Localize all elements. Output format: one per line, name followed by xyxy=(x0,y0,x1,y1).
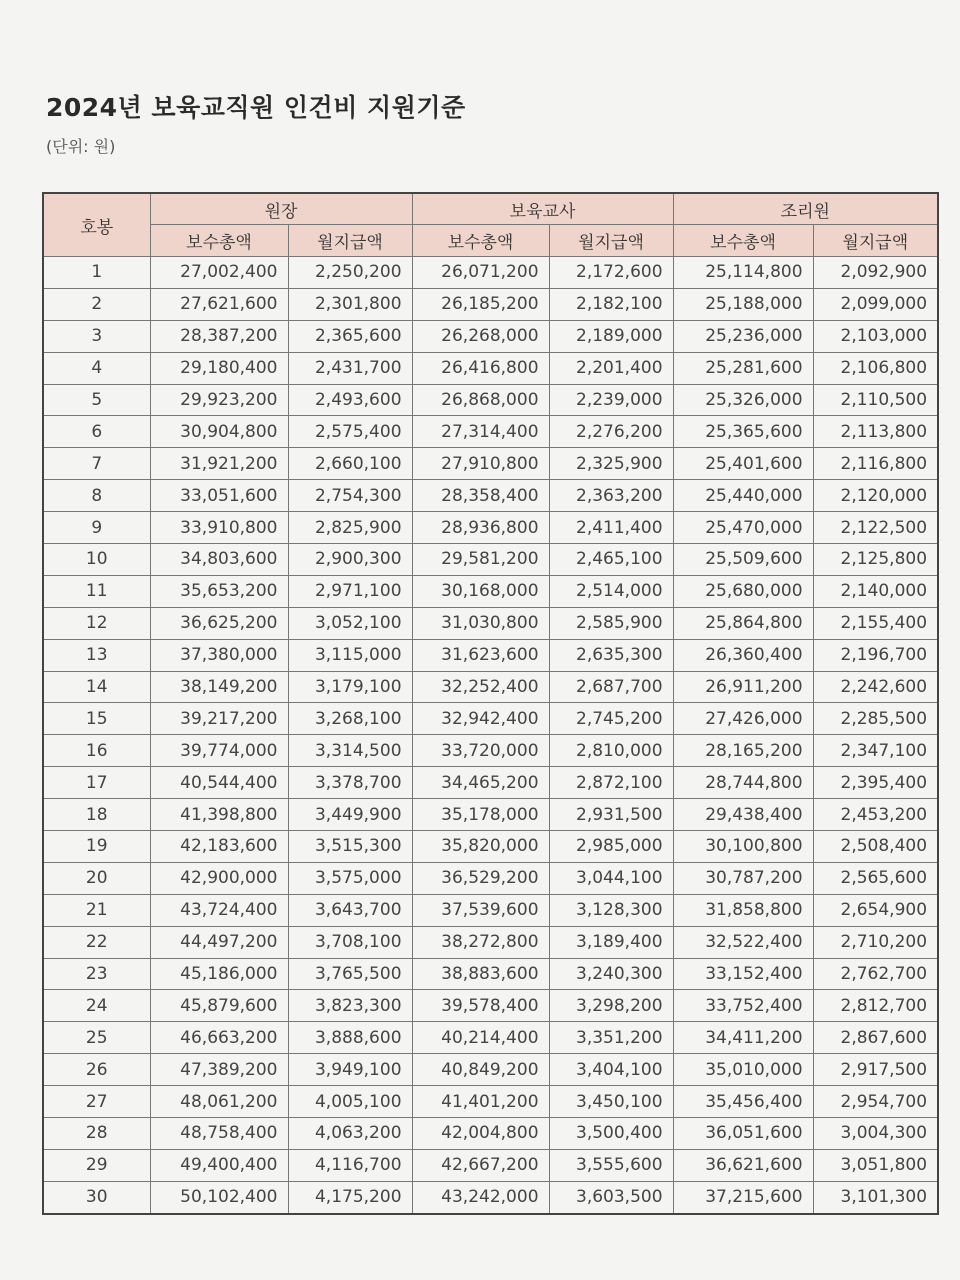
table-row xyxy=(43,384,938,416)
step-cell: 9 xyxy=(43,512,150,544)
step-cell: 19 xyxy=(43,831,150,863)
teacher-total-cell: 40,849,200 xyxy=(412,1054,549,1086)
director-total-cell: 34,803,600 xyxy=(150,544,288,576)
subheader-total-pay: 보수총액 xyxy=(412,225,549,257)
cook-monthly-cell: 2,125,800 xyxy=(813,544,938,576)
teacher-monthly-cell: 3,298,200 xyxy=(549,990,673,1022)
step-cell: 12 xyxy=(43,607,150,639)
cook-monthly-cell: 2,508,400 xyxy=(813,831,938,863)
director-monthly-cell: 3,115,000 xyxy=(288,639,412,671)
teacher-monthly-cell: 2,325,900 xyxy=(549,448,673,480)
step-cell: 21 xyxy=(43,894,150,926)
teacher-monthly-cell: 2,985,000 xyxy=(549,831,673,863)
table-row xyxy=(43,1118,938,1150)
cook-total-cell: 35,456,400 xyxy=(673,1086,813,1118)
cook-total-cell: 25,281,600 xyxy=(673,352,813,384)
cook-total-cell: 35,010,000 xyxy=(673,1054,813,1086)
director-monthly-cell: 3,179,100 xyxy=(288,671,412,703)
cook-total-cell: 28,744,800 xyxy=(673,767,813,799)
table-row xyxy=(43,703,938,735)
cook-total-cell: 34,411,200 xyxy=(673,1022,813,1054)
subheader-monthly-pay: 월지급액 xyxy=(549,225,673,257)
step-cell: 20 xyxy=(43,862,150,894)
director-monthly-cell: 3,515,300 xyxy=(288,831,412,863)
header-group-teacher: 보육교사 xyxy=(412,193,673,225)
director-total-cell: 48,061,200 xyxy=(150,1086,288,1118)
director-total-cell: 33,910,800 xyxy=(150,512,288,544)
teacher-total-cell: 38,883,600 xyxy=(412,958,549,990)
cook-total-cell: 29,438,400 xyxy=(673,799,813,831)
director-monthly-cell: 4,005,100 xyxy=(288,1086,412,1118)
step-cell: 14 xyxy=(43,671,150,703)
teacher-monthly-cell: 2,687,700 xyxy=(549,671,673,703)
director-monthly-cell: 3,765,500 xyxy=(288,958,412,990)
director-monthly-cell: 2,431,700 xyxy=(288,352,412,384)
step-cell: 30 xyxy=(43,1181,150,1213)
step-cell: 24 xyxy=(43,990,150,1022)
director-total-cell: 45,879,600 xyxy=(150,990,288,1022)
cook-total-cell: 33,752,400 xyxy=(673,990,813,1022)
cook-monthly-cell: 2,122,500 xyxy=(813,512,938,544)
director-monthly-cell: 4,116,700 xyxy=(288,1149,412,1181)
cook-monthly-cell: 2,196,700 xyxy=(813,639,938,671)
cook-monthly-cell: 2,565,600 xyxy=(813,862,938,894)
teacher-monthly-cell: 3,044,100 xyxy=(549,862,673,894)
cook-monthly-cell: 2,120,000 xyxy=(813,480,938,512)
teacher-monthly-cell: 2,872,100 xyxy=(549,767,673,799)
director-total-cell: 31,921,200 xyxy=(150,448,288,480)
teacher-monthly-cell: 2,585,900 xyxy=(549,607,673,639)
table-row xyxy=(43,1022,938,1054)
director-total-cell: 48,758,400 xyxy=(150,1118,288,1150)
director-total-cell: 45,186,000 xyxy=(150,958,288,990)
director-monthly-cell: 2,900,300 xyxy=(288,544,412,576)
subheader-total-pay: 보수총액 xyxy=(673,225,813,257)
teacher-total-cell: 43,242,000 xyxy=(412,1181,549,1213)
step-cell: 16 xyxy=(43,735,150,767)
director-total-cell: 42,900,000 xyxy=(150,862,288,894)
director-total-cell: 39,774,000 xyxy=(150,735,288,767)
teacher-monthly-cell: 2,363,200 xyxy=(549,480,673,512)
teacher-total-cell: 29,581,200 xyxy=(412,544,549,576)
director-total-cell: 40,544,400 xyxy=(150,767,288,799)
step-cell: 5 xyxy=(43,384,150,416)
teacher-monthly-cell: 3,500,400 xyxy=(549,1118,673,1150)
teacher-total-cell: 34,465,200 xyxy=(412,767,549,799)
director-total-cell: 36,625,200 xyxy=(150,607,288,639)
director-monthly-cell: 2,493,600 xyxy=(288,384,412,416)
teacher-total-cell: 30,168,000 xyxy=(412,575,549,607)
cook-total-cell: 25,114,800 xyxy=(673,257,813,289)
step-cell: 17 xyxy=(43,767,150,799)
director-monthly-cell: 3,449,900 xyxy=(288,799,412,831)
director-total-cell: 39,217,200 xyxy=(150,703,288,735)
table-body xyxy=(43,257,938,1214)
table-row xyxy=(43,1086,938,1118)
table-row xyxy=(43,639,938,671)
teacher-monthly-cell: 3,351,200 xyxy=(549,1022,673,1054)
cook-total-cell: 28,165,200 xyxy=(673,735,813,767)
teacher-total-cell: 26,868,000 xyxy=(412,384,549,416)
director-monthly-cell: 2,365,600 xyxy=(288,320,412,352)
teacher-total-cell: 27,314,400 xyxy=(412,416,549,448)
cook-monthly-cell: 3,051,800 xyxy=(813,1149,938,1181)
table-row xyxy=(43,288,938,320)
teacher-monthly-cell: 2,172,600 xyxy=(549,257,673,289)
table-header xyxy=(43,193,938,257)
director-total-cell: 49,400,400 xyxy=(150,1149,288,1181)
cook-monthly-cell: 2,110,500 xyxy=(813,384,938,416)
cook-total-cell: 36,621,600 xyxy=(673,1149,813,1181)
cook-monthly-cell: 2,917,500 xyxy=(813,1054,938,1086)
table-row xyxy=(43,767,938,799)
teacher-total-cell: 37,539,600 xyxy=(412,894,549,926)
teacher-total-cell: 32,252,400 xyxy=(412,671,549,703)
director-monthly-cell: 3,314,500 xyxy=(288,735,412,767)
director-total-cell: 47,389,200 xyxy=(150,1054,288,1086)
director-monthly-cell: 3,888,600 xyxy=(288,1022,412,1054)
cook-monthly-cell: 3,004,300 xyxy=(813,1118,938,1150)
cook-monthly-cell: 2,140,000 xyxy=(813,575,938,607)
salary-table-container xyxy=(42,192,937,1215)
teacher-monthly-cell: 2,276,200 xyxy=(549,416,673,448)
director-monthly-cell: 3,378,700 xyxy=(288,767,412,799)
teacher-total-cell: 26,071,200 xyxy=(412,257,549,289)
table-row xyxy=(43,799,938,831)
salary-table xyxy=(42,192,939,1215)
director-monthly-cell: 2,250,200 xyxy=(288,257,412,289)
cook-monthly-cell: 2,347,100 xyxy=(813,735,938,767)
director-monthly-cell: 2,301,800 xyxy=(288,288,412,320)
table-row xyxy=(43,990,938,1022)
teacher-monthly-cell: 2,411,400 xyxy=(549,512,673,544)
cook-total-cell: 37,215,600 xyxy=(673,1181,813,1213)
cook-total-cell: 26,911,200 xyxy=(673,671,813,703)
table-row xyxy=(43,352,938,384)
table-row xyxy=(43,831,938,863)
director-monthly-cell: 3,708,100 xyxy=(288,926,412,958)
teacher-total-cell: 38,272,800 xyxy=(412,926,549,958)
step-cell: 27 xyxy=(43,1086,150,1118)
subheader-total-pay: 보수총액 xyxy=(150,225,288,257)
teacher-total-cell: 26,185,200 xyxy=(412,288,549,320)
director-monthly-cell: 2,660,100 xyxy=(288,448,412,480)
teacher-monthly-cell: 2,810,000 xyxy=(549,735,673,767)
unit-note: (단위: 원) xyxy=(46,137,116,156)
header-step: 호봉 xyxy=(43,193,150,257)
director-total-cell: 27,621,600 xyxy=(150,288,288,320)
teacher-total-cell: 35,820,000 xyxy=(412,831,549,863)
director-monthly-cell: 4,175,200 xyxy=(288,1181,412,1213)
director-monthly-cell: 4,063,200 xyxy=(288,1118,412,1150)
header-group-cook: 조리원 xyxy=(673,193,938,225)
step-cell: 15 xyxy=(43,703,150,735)
step-cell: 6 xyxy=(43,416,150,448)
director-monthly-cell: 2,754,300 xyxy=(288,480,412,512)
cook-monthly-cell: 2,954,700 xyxy=(813,1086,938,1118)
step-cell: 29 xyxy=(43,1149,150,1181)
cook-total-cell: 25,326,000 xyxy=(673,384,813,416)
director-total-cell: 30,904,800 xyxy=(150,416,288,448)
teacher-monthly-cell: 2,465,100 xyxy=(549,544,673,576)
cook-monthly-cell: 2,453,200 xyxy=(813,799,938,831)
table-row xyxy=(43,448,938,480)
table-row xyxy=(43,894,938,926)
teacher-monthly-cell: 3,404,100 xyxy=(549,1054,673,1086)
teacher-total-cell: 35,178,000 xyxy=(412,799,549,831)
step-cell: 1 xyxy=(43,257,150,289)
table-row xyxy=(43,735,938,767)
cook-total-cell: 36,051,600 xyxy=(673,1118,813,1150)
table-row xyxy=(43,416,938,448)
teacher-monthly-cell: 3,603,500 xyxy=(549,1181,673,1213)
teacher-monthly-cell: 3,128,300 xyxy=(549,894,673,926)
cook-monthly-cell: 2,242,600 xyxy=(813,671,938,703)
teacher-total-cell: 42,667,200 xyxy=(412,1149,549,1181)
cook-total-cell: 33,152,400 xyxy=(673,958,813,990)
teacher-total-cell: 28,936,800 xyxy=(412,512,549,544)
director-total-cell: 35,653,200 xyxy=(150,575,288,607)
subheader-monthly-pay: 월지급액 xyxy=(288,225,412,257)
director-total-cell: 41,398,800 xyxy=(150,799,288,831)
teacher-monthly-cell: 3,189,400 xyxy=(549,926,673,958)
table-row xyxy=(43,575,938,607)
table-row xyxy=(43,544,938,576)
step-cell: 4 xyxy=(43,352,150,384)
cook-monthly-cell: 2,113,800 xyxy=(813,416,938,448)
director-monthly-cell: 3,575,000 xyxy=(288,862,412,894)
director-monthly-cell: 2,825,900 xyxy=(288,512,412,544)
teacher-total-cell: 31,623,600 xyxy=(412,639,549,671)
director-monthly-cell: 3,949,100 xyxy=(288,1054,412,1086)
director-total-cell: 28,387,200 xyxy=(150,320,288,352)
teacher-monthly-cell: 2,745,200 xyxy=(549,703,673,735)
cook-monthly-cell: 2,285,500 xyxy=(813,703,938,735)
director-total-cell: 29,180,400 xyxy=(150,352,288,384)
step-cell: 26 xyxy=(43,1054,150,1086)
director-total-cell: 44,497,200 xyxy=(150,926,288,958)
cook-total-cell: 26,360,400 xyxy=(673,639,813,671)
cook-monthly-cell: 2,762,700 xyxy=(813,958,938,990)
teacher-total-cell: 41,401,200 xyxy=(412,1086,549,1118)
director-total-cell: 50,102,400 xyxy=(150,1181,288,1213)
teacher-total-cell: 39,578,400 xyxy=(412,990,549,1022)
director-monthly-cell: 2,971,100 xyxy=(288,575,412,607)
cook-monthly-cell: 3,101,300 xyxy=(813,1181,938,1213)
teacher-monthly-cell: 2,182,100 xyxy=(549,288,673,320)
director-total-cell: 43,724,400 xyxy=(150,894,288,926)
step-cell: 13 xyxy=(43,639,150,671)
director-monthly-cell: 2,575,400 xyxy=(288,416,412,448)
cook-total-cell: 31,858,800 xyxy=(673,894,813,926)
teacher-total-cell: 27,910,800 xyxy=(412,448,549,480)
table-row xyxy=(43,480,938,512)
cook-total-cell: 25,188,000 xyxy=(673,288,813,320)
cook-monthly-cell: 2,106,800 xyxy=(813,352,938,384)
table-row xyxy=(43,320,938,352)
director-total-cell: 27,002,400 xyxy=(150,257,288,289)
cook-monthly-cell: 2,654,900 xyxy=(813,894,938,926)
teacher-monthly-cell: 2,931,500 xyxy=(549,799,673,831)
cook-monthly-cell: 2,103,000 xyxy=(813,320,938,352)
header-group-director: 원장 xyxy=(150,193,412,225)
cook-total-cell: 25,680,000 xyxy=(673,575,813,607)
cook-total-cell: 25,365,600 xyxy=(673,416,813,448)
cook-monthly-cell: 2,812,700 xyxy=(813,990,938,1022)
teacher-monthly-cell: 2,189,000 xyxy=(549,320,673,352)
step-cell: 18 xyxy=(43,799,150,831)
teacher-monthly-cell: 3,450,100 xyxy=(549,1086,673,1118)
teacher-total-cell: 33,720,000 xyxy=(412,735,549,767)
table-row xyxy=(43,1181,938,1213)
cook-total-cell: 30,787,200 xyxy=(673,862,813,894)
teacher-total-cell: 32,942,400 xyxy=(412,703,549,735)
director-total-cell: 29,923,200 xyxy=(150,384,288,416)
cook-total-cell: 27,426,000 xyxy=(673,703,813,735)
table-row xyxy=(43,512,938,544)
director-total-cell: 33,051,600 xyxy=(150,480,288,512)
teacher-total-cell: 31,030,800 xyxy=(412,607,549,639)
teacher-total-cell: 28,358,400 xyxy=(412,480,549,512)
table-row xyxy=(43,1054,938,1086)
table-row xyxy=(43,1149,938,1181)
step-cell: 10 xyxy=(43,544,150,576)
step-cell: 11 xyxy=(43,575,150,607)
director-total-cell: 38,149,200 xyxy=(150,671,288,703)
director-monthly-cell: 3,268,100 xyxy=(288,703,412,735)
teacher-total-cell: 42,004,800 xyxy=(412,1118,549,1150)
cook-total-cell: 25,470,000 xyxy=(673,512,813,544)
director-total-cell: 46,663,200 xyxy=(150,1022,288,1054)
table-row xyxy=(43,671,938,703)
teacher-monthly-cell: 2,239,000 xyxy=(549,384,673,416)
teacher-total-cell: 36,529,200 xyxy=(412,862,549,894)
teacher-total-cell: 26,416,800 xyxy=(412,352,549,384)
table-row xyxy=(43,607,938,639)
teacher-total-cell: 40,214,400 xyxy=(412,1022,549,1054)
table-row xyxy=(43,257,938,289)
step-cell: 7 xyxy=(43,448,150,480)
teacher-monthly-cell: 2,635,300 xyxy=(549,639,673,671)
subheader-monthly-pay: 월지급액 xyxy=(813,225,938,257)
cook-total-cell: 25,236,000 xyxy=(673,320,813,352)
teacher-total-cell: 26,268,000 xyxy=(412,320,549,352)
table-row xyxy=(43,958,938,990)
cook-monthly-cell: 2,867,600 xyxy=(813,1022,938,1054)
cook-total-cell: 32,522,400 xyxy=(673,926,813,958)
step-cell: 25 xyxy=(43,1022,150,1054)
director-total-cell: 37,380,000 xyxy=(150,639,288,671)
step-cell: 8 xyxy=(43,480,150,512)
teacher-monthly-cell: 2,201,400 xyxy=(549,352,673,384)
director-monthly-cell: 3,052,100 xyxy=(288,607,412,639)
cook-total-cell: 30,100,800 xyxy=(673,831,813,863)
step-cell: 23 xyxy=(43,958,150,990)
teacher-monthly-cell: 3,555,600 xyxy=(549,1149,673,1181)
cook-total-cell: 25,401,600 xyxy=(673,448,813,480)
cook-monthly-cell: 2,092,900 xyxy=(813,257,938,289)
step-cell: 3 xyxy=(43,320,150,352)
step-cell: 2 xyxy=(43,288,150,320)
cook-total-cell: 25,864,800 xyxy=(673,607,813,639)
page-title: 2024년 보육교직원 인건비 지원기준 xyxy=(46,93,466,122)
teacher-monthly-cell: 2,514,000 xyxy=(549,575,673,607)
director-total-cell: 42,183,600 xyxy=(150,831,288,863)
cook-monthly-cell: 2,116,800 xyxy=(813,448,938,480)
cook-monthly-cell: 2,099,000 xyxy=(813,288,938,320)
step-cell: 28 xyxy=(43,1118,150,1150)
teacher-monthly-cell: 3,240,300 xyxy=(549,958,673,990)
director-monthly-cell: 3,643,700 xyxy=(288,894,412,926)
step-cell: 22 xyxy=(43,926,150,958)
cook-monthly-cell: 2,395,400 xyxy=(813,767,938,799)
table-row xyxy=(43,926,938,958)
cook-monthly-cell: 2,155,400 xyxy=(813,607,938,639)
cook-monthly-cell: 2,710,200 xyxy=(813,926,938,958)
cook-total-cell: 25,509,600 xyxy=(673,544,813,576)
table-row xyxy=(43,862,938,894)
cook-total-cell: 25,440,000 xyxy=(673,480,813,512)
director-monthly-cell: 3,823,300 xyxy=(288,990,412,1022)
